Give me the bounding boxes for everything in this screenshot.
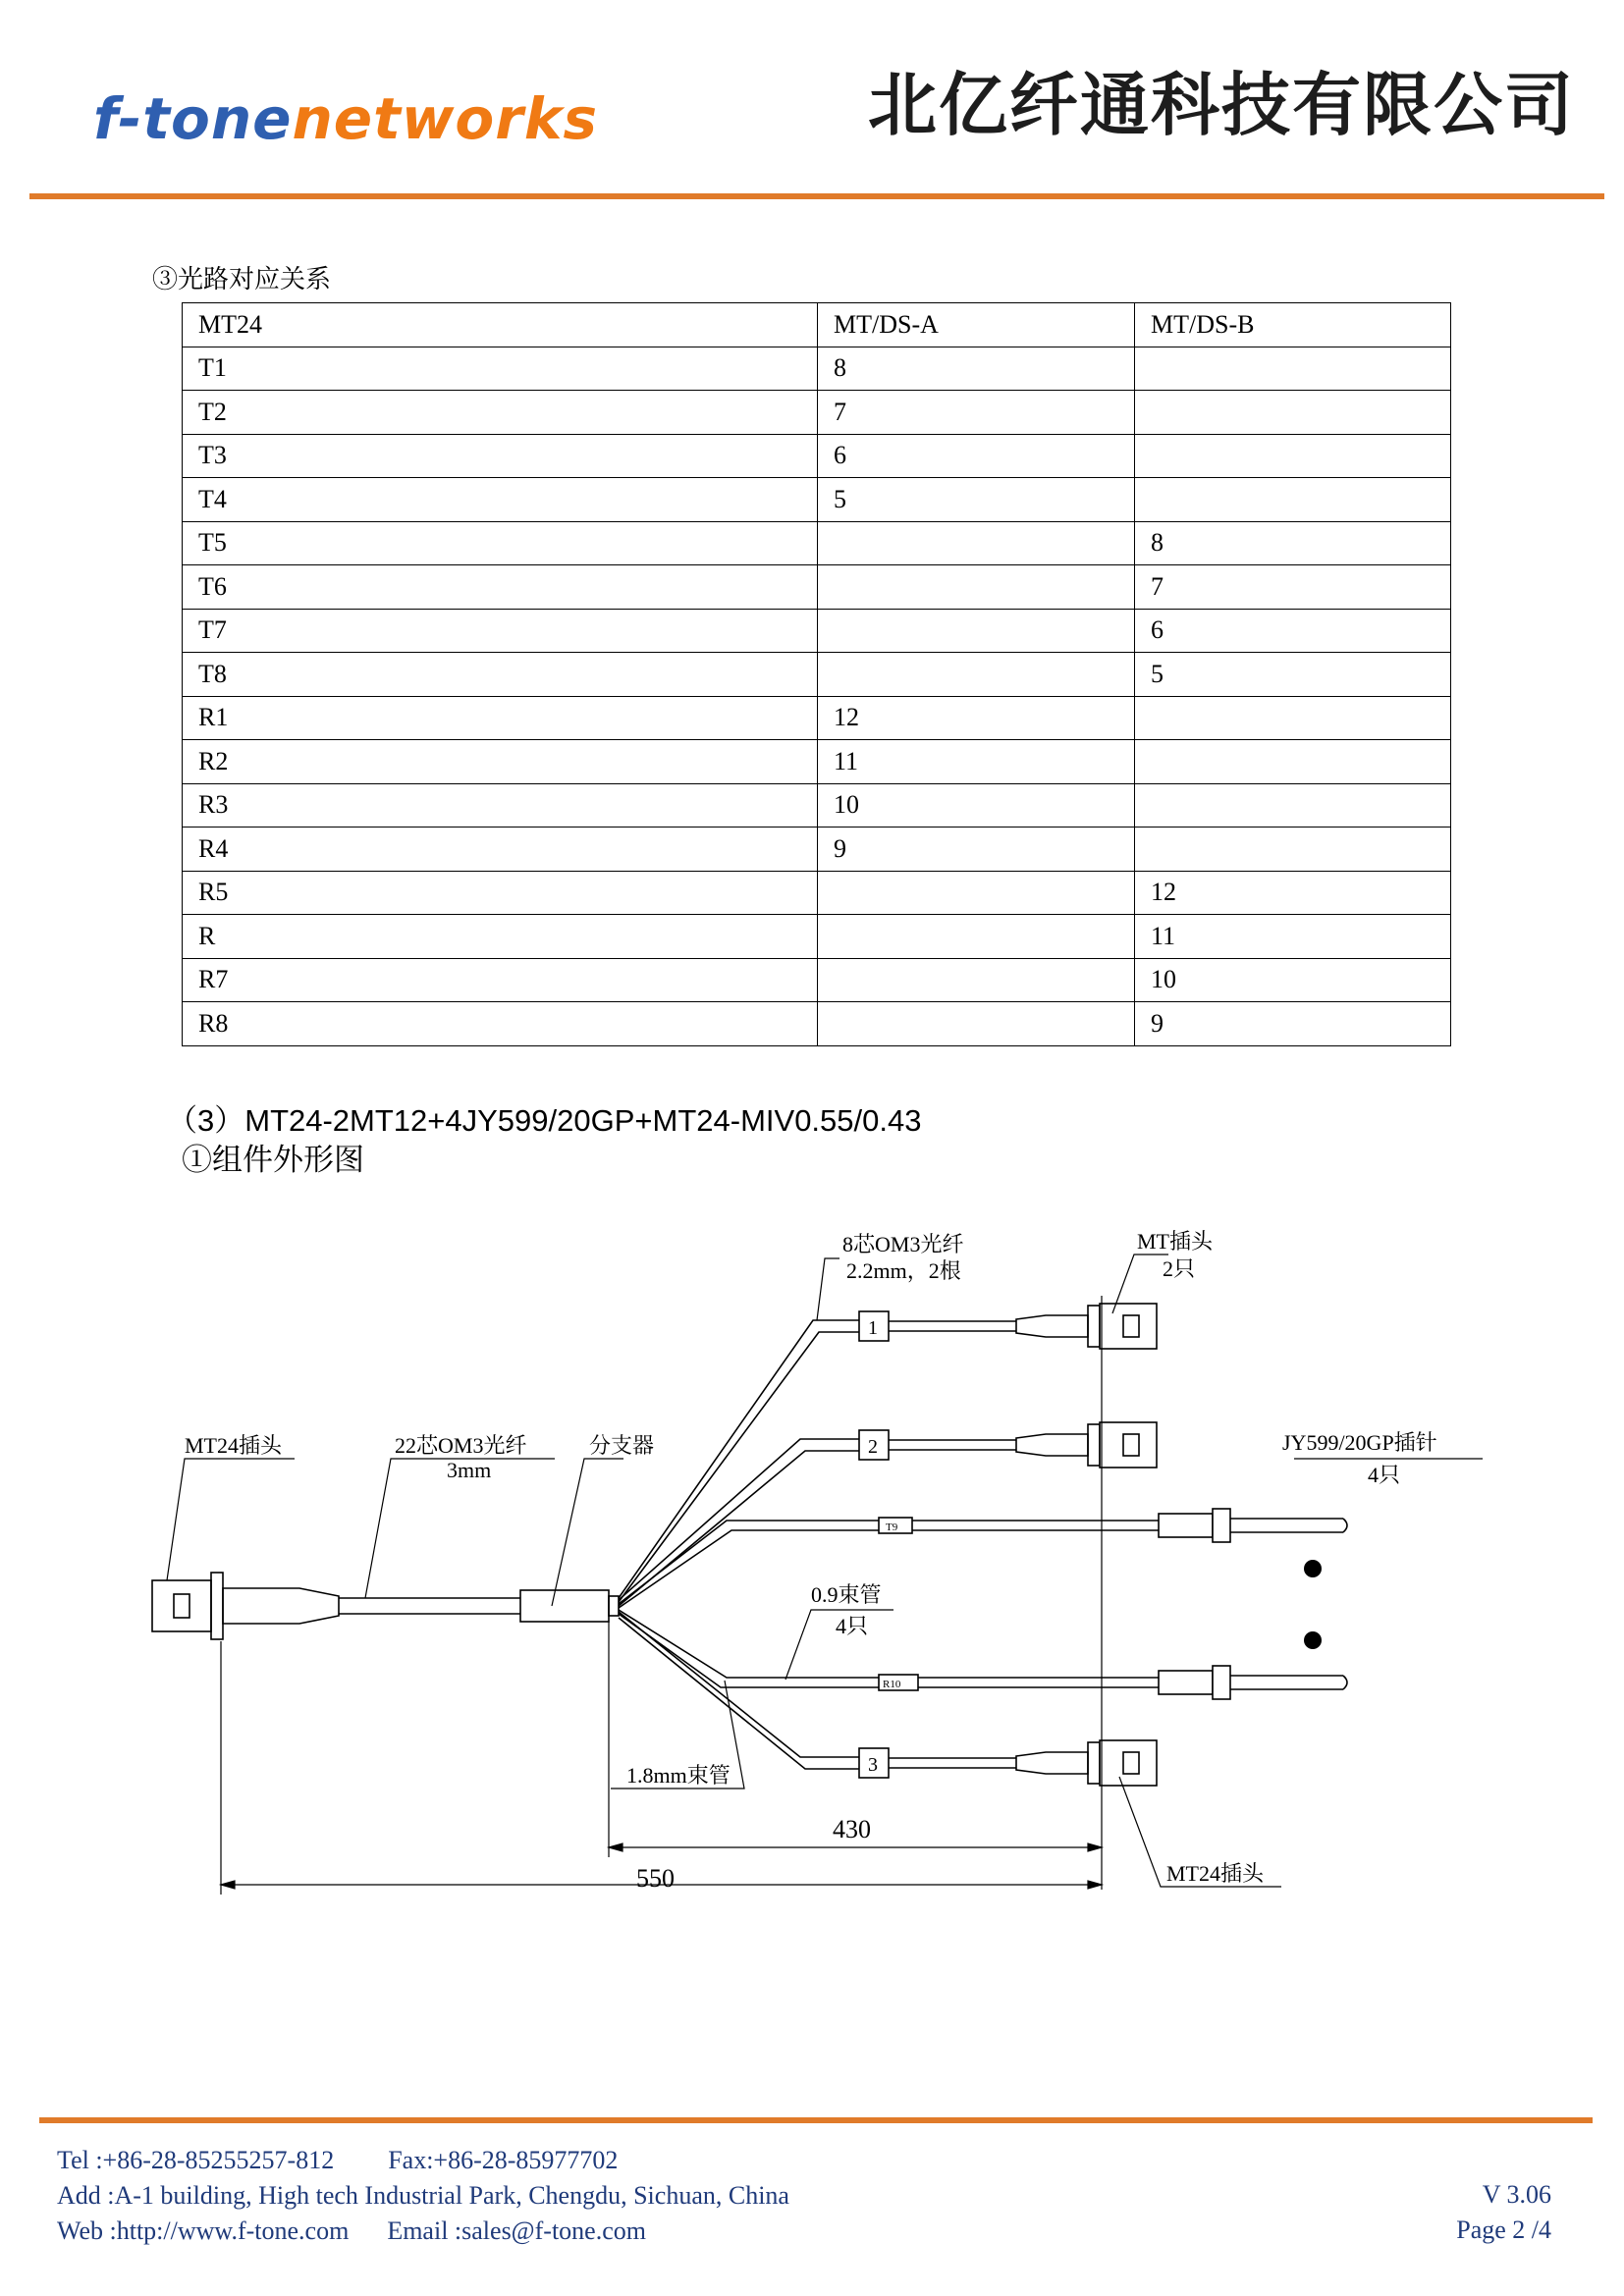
table-cell: 12	[1135, 871, 1451, 915]
label-mt-line1: MT插头	[1137, 1229, 1214, 1254]
table-cell: T4	[183, 478, 818, 522]
footer-address: Add :A-1 building, High tech Industrial Park, Chengdu, Sichuan, China	[57, 2181, 789, 2210]
label-pin-line1: JY599/20GP插针	[1282, 1430, 1437, 1455]
table-row	[183, 609, 1451, 653]
table-cell: 5	[1135, 653, 1451, 697]
table-row	[183, 696, 1451, 740]
header-rule	[29, 193, 1604, 199]
logo-part-networks: networks	[292, 85, 598, 152]
table-cell	[1135, 347, 1451, 391]
footer-tel: Tel :+86-28-85255257-812	[57, 2146, 335, 2174]
left-mt24-connector	[152, 1573, 339, 1639]
footer-email[interactable]: Email :sales@f-tone.com	[387, 2216, 646, 2245]
table-cell: R	[183, 915, 818, 959]
label-fiber22-line1: 22芯OM3光纤	[395, 1433, 527, 1458]
table-cell: 6	[818, 434, 1135, 478]
table-cell	[1135, 434, 1451, 478]
assembly-outline-drawing	[0, 1207, 1624, 1924]
table-header-row	[183, 303, 1451, 347]
tag-t9: T9	[886, 1522, 898, 1533]
table-row	[183, 347, 1451, 391]
table-cell: 10	[1135, 958, 1451, 1002]
table-cell	[818, 609, 1135, 653]
footer-web[interactable]: Web :http://www.f-tone.com	[57, 2216, 350, 2245]
label-mt-line2: 2只	[1163, 1256, 1196, 1281]
table-row	[183, 391, 1451, 435]
table-cell: T2	[183, 391, 818, 435]
table-cell	[818, 915, 1135, 959]
table-cell	[818, 653, 1135, 697]
section-title-optical-mapping: ③光路对应关系	[152, 265, 332, 294]
table-cell: R4	[183, 828, 818, 872]
tag-r10: R10	[883, 1679, 901, 1690]
table-cell: T1	[183, 347, 818, 391]
table-cell: 12	[818, 696, 1135, 740]
footer-line-1	[57, 2143, 789, 2178]
table-cell: R8	[183, 1002, 818, 1046]
assembly-title: （3）MT24-2MT12+4JY599/20GP+MT24-MIV0.55/0.43	[167, 1103, 922, 1138]
table-cell	[818, 871, 1135, 915]
label-splitter: 分支器	[589, 1433, 655, 1458]
label-tube18: 1.8mm束管	[626, 1763, 731, 1788]
table-cell: 9	[818, 828, 1135, 872]
table-cell: 5	[818, 478, 1135, 522]
company-name: 北亿纤通科技有限公司	[868, 65, 1575, 145]
table-cell	[1135, 828, 1451, 872]
table-cell: 7	[1135, 565, 1451, 610]
table-row	[183, 740, 1451, 784]
dimension-430: 430	[833, 1815, 871, 1843]
table-cell: T5	[183, 521, 818, 565]
logo-part-ftone: f-tone	[93, 85, 293, 152]
table-row	[183, 1002, 1451, 1046]
branch-cables	[619, 1320, 1159, 1769]
table-cell: T6	[183, 565, 818, 610]
table-row	[183, 521, 1451, 565]
table-row	[183, 653, 1451, 697]
splitter-body	[520, 1590, 609, 1622]
footer-line-3	[57, 2214, 789, 2249]
table-row	[183, 915, 1451, 959]
assembly-subtitle: ①组件外形图	[182, 1143, 364, 1177]
splitter-tail	[609, 1596, 619, 1616]
column-header-mt24: MT24	[183, 303, 818, 347]
table-cell: T3	[183, 434, 818, 478]
label-mt24-left: MT24插头	[185, 1433, 283, 1458]
label-fiber8-line1: 8芯OM3光纤	[842, 1232, 964, 1256]
optical-mapping-table	[182, 302, 1451, 1046]
table-cell: R2	[183, 740, 818, 784]
table-cell: R7	[183, 958, 818, 1002]
branch-2-assembly	[859, 1422, 1157, 1468]
table-cell: 6	[1135, 609, 1451, 653]
continuation-dot-1	[1304, 1560, 1322, 1577]
table-row	[183, 434, 1451, 478]
pin-r10-assembly	[879, 1666, 1347, 1699]
table-cell	[818, 958, 1135, 1002]
label-pin-line2: 4只	[1368, 1463, 1401, 1487]
table-cell	[1135, 740, 1451, 784]
branch-1-assembly	[859, 1304, 1157, 1349]
table-row	[183, 958, 1451, 1002]
label-fiber22-line2: 3mm	[447, 1458, 492, 1482]
table-cell: T7	[183, 609, 818, 653]
table-cell	[818, 521, 1135, 565]
label-tube09-line2: 4只	[836, 1614, 869, 1638]
table-row	[183, 871, 1451, 915]
table-cell: R1	[183, 696, 818, 740]
branch-3-assembly	[859, 1740, 1157, 1786]
pin-t9-assembly	[879, 1509, 1347, 1542]
table-cell	[1135, 391, 1451, 435]
table-cell: 9	[1135, 1002, 1451, 1046]
footer-contact	[57, 2143, 789, 2249]
table-cell: 11	[818, 740, 1135, 784]
leader-lines	[167, 1255, 1483, 1887]
table-cell	[818, 1002, 1135, 1046]
dimension-550: 550	[636, 1864, 675, 1893]
footer-page: Page 2 /4	[1456, 2216, 1551, 2244]
table-cell: 8	[818, 347, 1135, 391]
main-cable-22core	[339, 1598, 520, 1614]
table-row	[183, 565, 1451, 610]
column-header-mtds-b: MT/DS-B	[1135, 303, 1451, 347]
table-row	[183, 478, 1451, 522]
table-cell: R5	[183, 871, 818, 915]
label-fiber8-line2: 2.2mm，2根	[846, 1258, 961, 1283]
table-row	[183, 783, 1451, 828]
tag-branch-2: 2	[868, 1436, 878, 1458]
label-tube09-line1: 0.9束管	[811, 1582, 882, 1607]
tag-branch-3: 3	[868, 1754, 878, 1776]
table-cell	[1135, 783, 1451, 828]
table-cell: 7	[818, 391, 1135, 435]
table-cell: T8	[183, 653, 818, 697]
footer-version-block	[1456, 2177, 1551, 2248]
continuation-dot-2	[1304, 1631, 1322, 1649]
table-cell	[1135, 696, 1451, 740]
table-cell: 8	[1135, 521, 1451, 565]
company-logo	[93, 85, 598, 152]
footer-version: V 3.06	[1482, 2180, 1551, 2209]
table-cell	[818, 565, 1135, 610]
tag-branch-1: 1	[868, 1317, 878, 1339]
footer-fax: Fax:+86-28-85977702	[388, 2146, 619, 2174]
table-cell: R3	[183, 783, 818, 828]
table-row	[183, 828, 1451, 872]
table-cell: 11	[1135, 915, 1451, 959]
table-cell: 10	[818, 783, 1135, 828]
footer-rule	[39, 2117, 1593, 2123]
table-cell	[1135, 478, 1451, 522]
label-mt24-right: MT24插头	[1166, 1861, 1265, 1886]
column-header-mtds-a: MT/DS-A	[818, 303, 1135, 347]
